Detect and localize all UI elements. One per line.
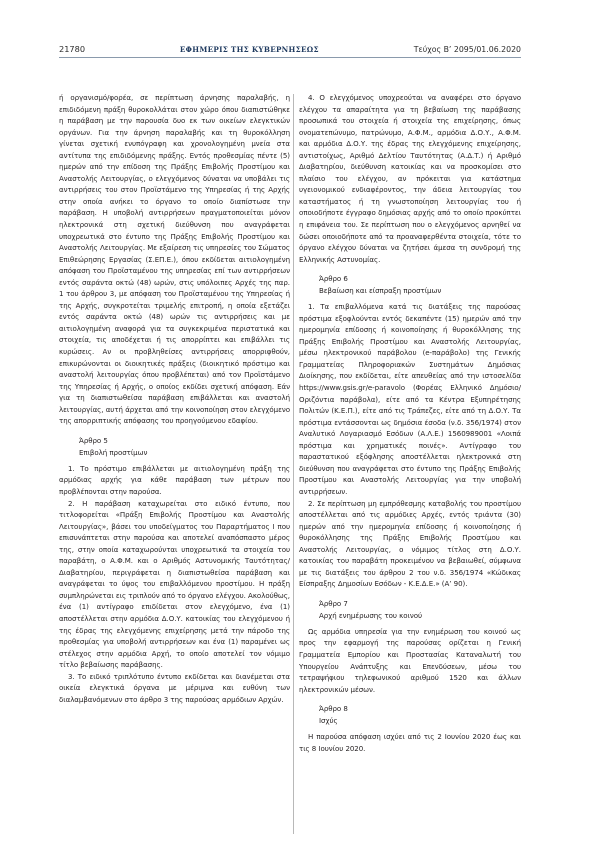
page-number: 21780 <box>59 44 86 54</box>
article-paragraph: Ως αρμόδια υπηρεσία για την ενημέρωση του κοινού ως προς την εφαρμογή της παρούσας ορίζεται η Γενική Γραμματεία Εμπορίου και Προστασίας Καταναλωτή του Υπουργείου Ανάπτυξης και Επενδύσεων, μέσω του τετραψήφιου τηλεφωνικού αριθμού 1520 και άλλων ηλεκτρονικών μέσων. <box>299 626 521 694</box>
right-column <box>299 92 521 754</box>
article-title: Βεβαίωση και είσπραξη προστίμων <box>319 286 442 296</box>
article-number: Άρθρο 5 <box>79 435 108 445</box>
article-paragraph: 2. Η παράβαση καταχωρείται στο ειδικό έντυπο, που τιτλοφορείται «Πράξη Επιβολής Προστίμου και Αναστολής Λειτουργίας», βάσει του υποδείγματος του Παραρτήματος Ι που επισυνάπτεται στην παρούσα και αποτελεί αναπόσπαστο μέρος της, στην οποία καταχωρούνται υποχρεωτικά τα στοιχεία του παραβάτη, ο Α.Φ.Μ. και ο Αριθμός Αστυνομικής Ταυτότητας/Διαβατηρίου, περιγράφεται η διαπιστωθείσα παράβαση και αναγράφεται το ύψος του επιβαλλόμενου προστίμου. Η πράξη συμπληρώνεται εις τριπλούν από το όργανο ελέγχου. Ακολούθως, ένα (1) αντίγραφο επιδίδεται στον ελεγχόμενο, ένα (1) αποστέλλεται στην αρμόδια Δ.Ο.Υ. κατοικίας του ελεγχόμενου ή της έδρας της ελεγχόμενης επιχείρησης μετά την πάροδο της προθεσμίας για υποβολή αντιρρήσεων και ένα (1) παραμένει ως στέλεχος στην αρμόδια Αρχή, το οποίο αποτελεί τον νόμιμο τίτλο βεβαίωσης παράβασης. <box>59 498 290 670</box>
article-title: Επιβολή προστίμων <box>79 447 148 457</box>
continuation-paragraph: ή οργανισμό/φορέα, σε περίπτωση άρνησης παραλαβής, η επιδιδόμενη πράξη θυροκολλάται στον χώρο όπου διαπιστώθηκε η παράβαση με την παρουσία δυο εκ των οικείων ελεγκτικών οργάνων. Για την άρνηση παραλαβής και τη θυροκόλληση γίνεται σχετική ενυπόγραφη και χρονολογημένη μνεία στα αντίτυπα της επιδιδόμενης πράξης. Εντός προθεσμίας πέντε (5) ημερών από την επίδοση της Πράξης Επιβολής Προστίμου και Αναστολής Λειτουργίας, ο ελεγχόμενος δύναται να υποβάλει τις αντιρρήσεις του στον Προϊστάμενο της Υπηρεσίας ή της Αρχής στην οποία ανήκει το όργανο το οποίο διαπίστωσε την παράβαση. Η υποβολή αντιρρήσεων πραγματοποιείται μόνον ηλεκτρονικά στη σχετική διεύθυνση που αναγράφεται υποχρεωτικά στο έντυπο της Πράξης Επιβολής Προστίμου και Αναστολής Λειτουργίας. Με εξαίρεση τις υπηρεσίες του Σώματος Επιθεώρησης Εργασίας (Σ.ΕΠ.Ε.), όπου εκδίδεται αιτιολογημένη απόφαση του Προϊσταμένου της υπηρεσίας επί των αντιρρήσεων εντός σαράντα οκτώ (48) ωρών, στις υπόλοιπες Αρχές της παρ. 1 του άρθρου 3, με απόφαση του Προϊσταμένου της Υπηρεσίας ή της Αρχής, συγκροτείται τριμελής επιτροπή, η οποία εξετάζει εντός σαράντα οκτώ (48) ωρών τις αντιρρήσεις και με αιτιολογημένη αναφορά για τα συγκεκριμένα περιστατικά και στοιχεία, τις αποδέχεται ή τις απορρίπτει και επιβάλλει τις κυρώσεις. Αν οι προβληθείσες αντιρρήσεις απορριφθούν, επικυρώνονται οι διοικητικές πράξεις (διοικητικό πρόστιμο και αναστολή λειτουργίας όπου προβλέπεται) από τον Προϊστάμενο της Υπηρεσίας ή Αρχής, ο οποίος εκδίδει σχετική απόφαση. Εάν για τη διαπιστωθείσα παράβαση επιβάλλεται και αναστολή λειτουργίας, αυτή άρχεται από την κοινοποίηση στον ελεγχόμενο της απορριπτικής απόφασης του προηγούμενου εδαφίου. <box>59 93 290 426</box>
article-title: Αρχή ενημέρωσης του κοινού <box>319 610 423 620</box>
article-paragraph: 3. Το ειδικό τριπλότυπο έντυπο εκδίδεται και διανέμεται στα οικεία ελεγκτικά όργανα με μέριμνα και ευθύνη των διαλαμβανόμενων στο άρθρο 3 της παρούσας αρμόδιων Αρχών. <box>59 671 290 704</box>
article-title: Ισχύς <box>319 716 338 726</box>
article-number: Άρθρο 6 <box>319 274 348 284</box>
article-8-heading <box>299 703 521 727</box>
column-divider <box>293 94 294 834</box>
page-header <box>59 38 521 58</box>
issue-number: Τεύχος Β’ 2095/01.06.2020 <box>413 45 521 54</box>
article-paragraph: 4. Ο ελεγχόμενος υποχρεούται να αναφέρει στο όργανο ελέγχου τα απαραίτητα για τη βεβαίωση της παράβασης προσωπικά του στοιχεία ή στοιχεία της επιχείρησης, όπως ονοματεπώνυμο, πατρώνυμο, Α.Φ.Μ., αρμόδια Δ.Ο.Υ., Α.Φ.Μ. και αρμόδια Δ.Ο.Υ. της έδρας της ελεγχόμενης επιχείρησης, αντιστοίχως, Αριθμό Δελτίου Ταυτότητας (Α.Δ.Τ.) ή Αριθμό Διαβατηρίου, διεύθυνση κατοικίας και να προσκομίσει στο πλαίσιο του ελέγχου, αν πρόκειται για κατάστημα υγειονομικού ενδιαφέροντος, την άδεια λειτουργίας του καταστήματος ή τη γνωστοποίηση λειτουργίας του ή οποιοδήποτε έγγραφο δημόσιας αρχής από το οποίο προκύπτει η επιφάνεια του. Σε περίπτωση που ο ελεγχόμενος αρνηθεί να δώσει οποιοδήποτε από τα προαναφερθέντα στοιχεία, τότε το όργανο ελέγχου δύναται να ζητήσει άμεσα τη συνδρομή της Ελληνικής Αστυνομίας. <box>299 93 521 264</box>
article-5-heading <box>59 435 290 459</box>
article-7-heading <box>299 598 521 622</box>
article-paragraph: 2. Σε περίπτωση μη εμπρόθεσμης καταβολής του προστίμου αποστέλλεται από τις αρμόδιες Αρχές, εντός τριάντα (30) ημερών από την ημερομηνία επίδοσης ή κοινοποίησης ή θυροκόλλησης της Πράξης Επιβολής Προστίμου και Αναστολής Λειτουργίας, ο νόμιμος τίτλος στη Δ.Ο.Υ. κατοικίας του παραβάτη προκειμένου να βεβαιωθεί, σύμφωνα με τις διατάξεις του άρθρου 2 του ν.δ. 356/1974 «Κώδικας Είσπραξης Δημοσίων Εσόδων - Κ.Ε.Δ.Ε.» (Α’ 90). <box>299 498 521 589</box>
article-paragraph: 1. Τα επιβαλλόμενα κατά τις διατάξεις της παρούσας πρόστιμα εξοφλούνται εντός δεκαπέντε (15) ημερών από την ημερομηνία επίδοσης ή κοινοποίησης ή θυροκόλλησης της Πράξης Επιβολής Προστίμου και Αναστολής Λειτουργίας, μέσω ηλεκτρονικού παράβολου (e-παράβολο) της Γενικής Γραμματείας Πληροφοριακών Συστημάτων Δημόσιας Διοίκησης, που εκδίδεται, είτε απευθείας από την ιστοσελίδα https://www.gsis.gr/e-paravolo (Φορέας Ελληνικό Δημόσιο/Οριζόντια παράβολα), είτε από τα Κέντρα Εξυπηρέτησης Πολιτών (Κ.Ε.Π.), είτε από τις Τράπεζες, είτε από τη Δ.Ο.Υ. Τα πρόστιμα εντάσσονται ως δημόσια έσοδα (ν.δ. 356/1974) στον Αναλυτικό Λογαριασμό Εσόδων (Α.Λ.Ε.) 1560989001 «Λοιπά πρόστιμα και χρηματικές ποινές». Αντίγραφο του παραστατικού εξόφλησης αποστέλλεται ηλεκτρονικά στη διεύθυνση που αναγράφεται στο έντυπο της Πράξης Επιβολής Προστίμου και Αναστολής Λειτουργίας για την υποβολή αντιρρήσεων. <box>299 302 521 496</box>
left-column <box>59 92 290 705</box>
article-number: Άρθρο 7 <box>319 598 348 608</box>
article-paragraph: Η παρούσα απόφαση ισχύει από τις 2 Ιουνίου 2020 έως και τις 8 Ιουνίου 2020. <box>299 732 521 753</box>
article-number: Άρθρο 8 <box>319 704 348 714</box>
gazette-title: ΕΦΗΜΕΡΙΣ ΤΗΣ ΚΥΒΕΡΝΗΣΕΩΣ <box>179 45 319 54</box>
article-6-heading <box>299 273 521 297</box>
article-paragraph: 1. Το πρόστιμο επιβάλλεται με αιτιολογημένη πράξη της αρμόδιας αρχής για κάθε παράβαση των μέτρων που προβλέπονται στην παρούσα. <box>59 463 290 496</box>
